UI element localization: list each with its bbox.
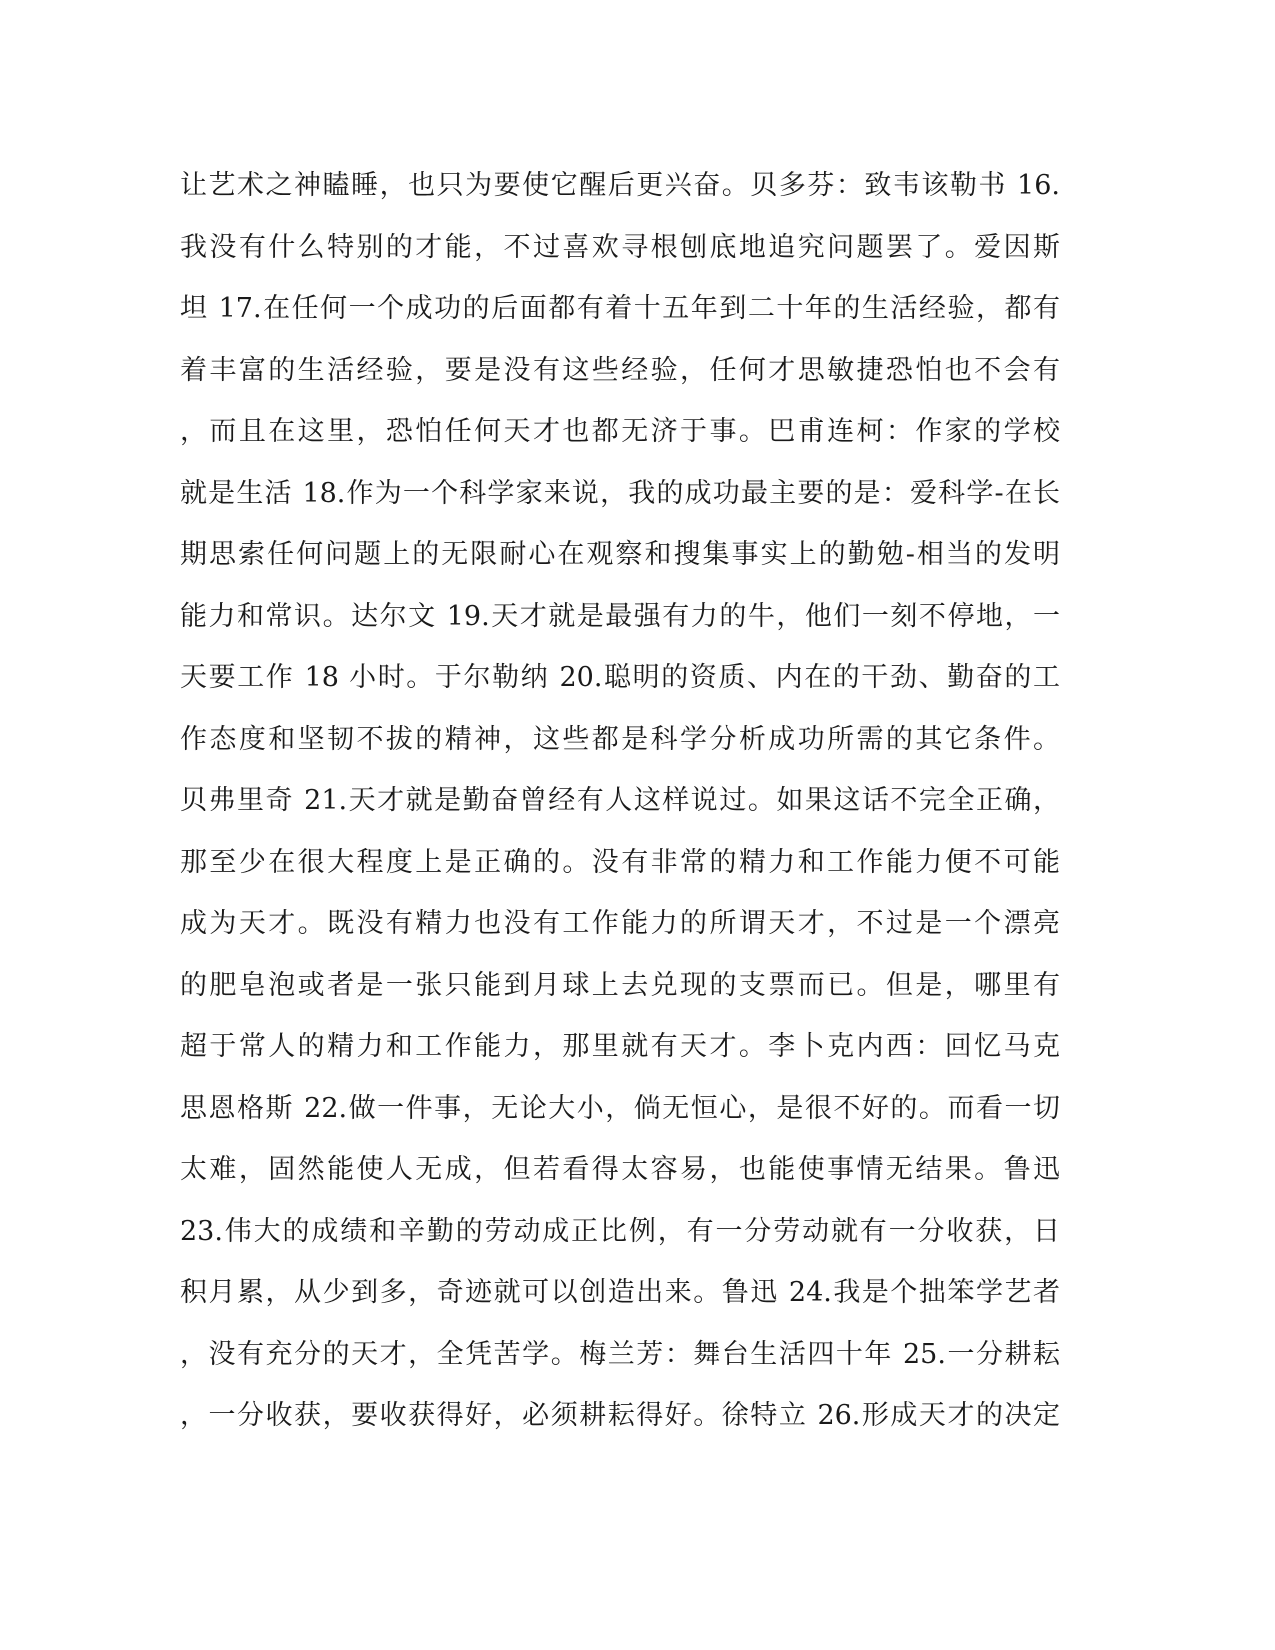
text-line: 天要工作 18 小时。于尔勒纳 20.聪明的资质、内在的干劲、勤奋的工 [180, 662, 1060, 693]
text-line: 23.伟大的成绩和辛勤的劳动成正比例，有一分劳动就有一分收获，日 [180, 1215, 1060, 1247]
text-line: 的肥皂泡或者是一张只能到月球上去兑现的支票而已。但是，哪里有 [180, 969, 1060, 1001]
text-line: 作态度和坚韧不拔的精神，这些都是科学分析成功所需的其它条件。 [180, 723, 1060, 755]
text-line: 着丰富的生活经验，要是没有这些经验，任何才思敏捷恐怕也不会有 [180, 354, 1060, 386]
text-line: ，而且在这里，恐怕任何天才也都无济于事。巴甫连柯：作家的学校 [180, 416, 1060, 447]
text-line: 贝弗里奇 21.天才就是勤奋曾经有人这样说过。如果这话不完全正确， [180, 785, 1060, 816]
text-line: 积月累，从少到多，奇迹就可以创造出来。鲁迅 24.我是个拙笨学艺者 [180, 1277, 1060, 1308]
text-line: 让艺术之神瞌睡，也只为要使它醒后更兴奋。贝多芬：致韦该勒书 16. [180, 170, 1060, 201]
text-line: 太难，固然能使人无成，但若看得太容易，也能使事情无结果。鲁迅 [180, 1154, 1060, 1185]
body-text [180, 155, 1060, 1447]
text-line: 期思索任何问题上的无限耐心在观察和搜集事实上的勤勉-相当的发明 [180, 539, 1060, 570]
text-line: 我没有什么特别的才能，不过喜欢寻根刨底地追究问题罢了。爱因斯 [180, 231, 1060, 263]
text-line: 成为天才。既没有精力也没有工作能力的所谓天才，不过是一个漂亮 [180, 908, 1060, 939]
text-line: ，没有充分的天才，全凭苦学。梅兰芳：舞台生活四十年 25.一分耕耘 [180, 1338, 1060, 1370]
text-line: 坦 17.在任何一个成功的后面都有着十五年到二十年的生活经验，都有 [180, 293, 1060, 324]
text-line: 超于常人的精力和工作能力，那里就有天才。李卜克内西：回忆马克 [180, 1031, 1060, 1062]
text-line: 思恩格斯 22.做一件事，无论大小，倘无恒心，是很不好的。而看一切 [180, 1092, 1060, 1124]
text-line: 能力和常识。达尔文 19.天才就是最强有力的牛，他们一刻不停地，一 [180, 600, 1060, 632]
text-line: ，一分收获，要收获得好，必须耕耘得好。徐特立 26.形成天才的决定 [180, 1400, 1060, 1431]
text-line: 那至少在很大程度上是正确的。没有非常的精力和工作能力便不可能 [180, 846, 1060, 878]
text-line: 就是生活 18.作为一个科学家来说，我的成功最主要的是：爱科学-在长 [180, 477, 1060, 509]
